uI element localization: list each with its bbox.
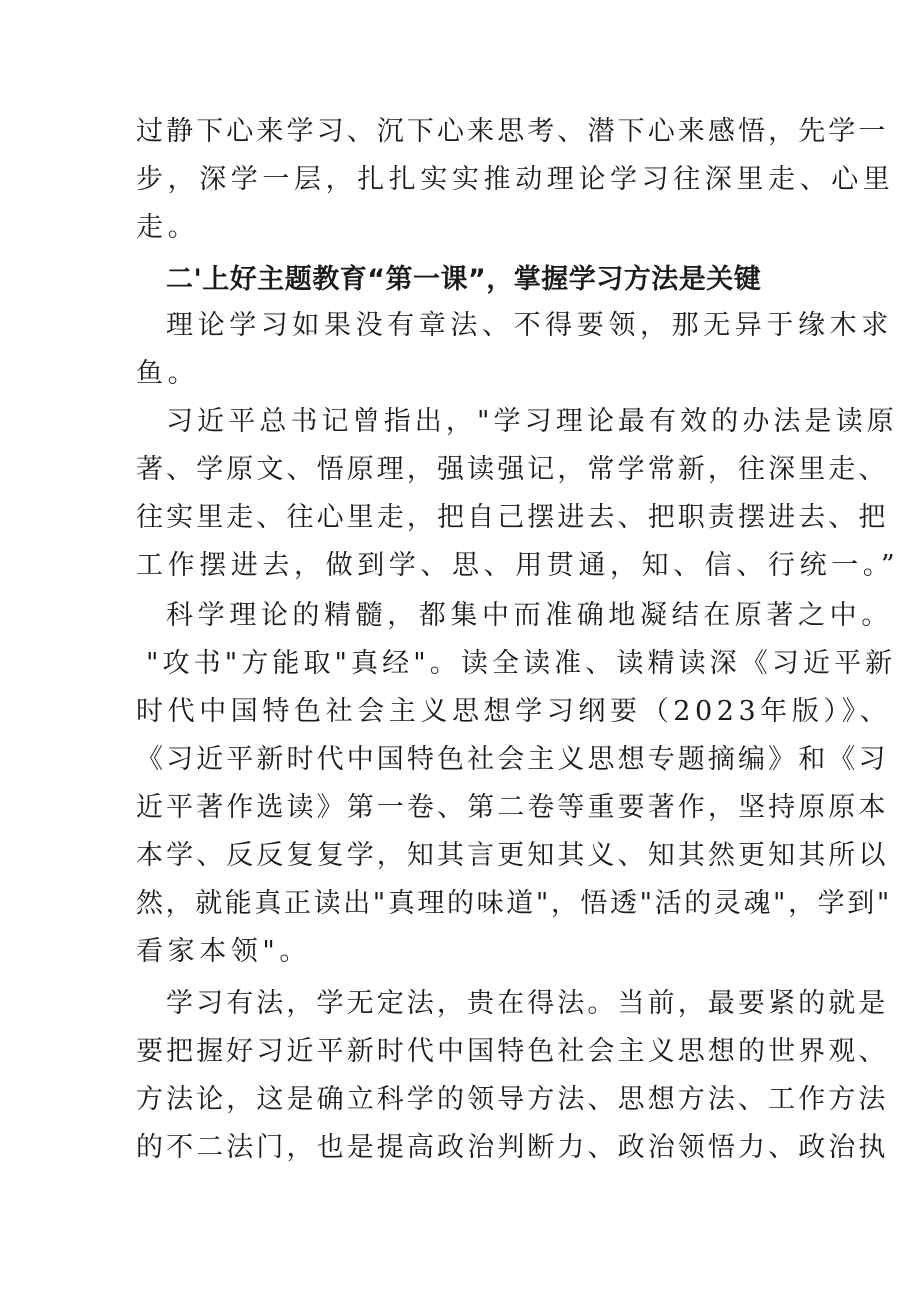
paragraph-3-line-1: 习近平总书记曾指出，"学习理论最有效的办法是读原: [166, 406, 898, 437]
paragraph-2-line-1: 理论学习如果没有章法、不得要领，那无异于缘木求: [166, 310, 893, 341]
paragraph-3-line-3: 往实里走、往心里走，把自己摆进去、把职责摆进去、把: [136, 502, 889, 533]
paragraph-4-line-8: 看家本领"。: [136, 936, 312, 967]
paragraph-3-line-4: 工作摆进去，做到学、思、用贯通，知、信、行统一。”: [136, 550, 900, 581]
paragraph-1-line-3: 走。: [136, 212, 200, 243]
paragraph-4-line-4: 《习近平新时代中国特色社会主义思想专题摘编》和《习: [136, 744, 889, 775]
paragraph-4-line-1: 科学理论的精髓，都集中而准确地凝结在原著之中。: [166, 600, 893, 631]
section-heading: 二'上好主题教育“第一课”，掌握学习方法是关键: [166, 264, 762, 295]
paragraph-1-line-2: 步，深学一层，扎扎实实推动理论学习往深里走、心里: [136, 164, 895, 195]
paragraph-1-line-1: 过静下心来学习、沉下心来思考、潜下心来感悟，先学一: [136, 116, 889, 147]
paragraph-5-line-4: 的不二法门，也是提高政治判断力、政治领悟力、政治执: [136, 1132, 889, 1163]
paragraph-5-line-2: 要把握好习近平新时代中国特色社会主义思想的世界观、: [136, 1036, 889, 1067]
paragraph-4-line-5: 近平著作选读》第一卷、第二卷等重要著作，坚持原原本: [136, 792, 889, 823]
paragraph-4-line-3: 时代中国特色社会主义思想学习纲要（2023年版）》、: [136, 696, 892, 727]
paragraph-4-line-7: 然，就能真正读出"真理的味道"，悟透"活的灵魂"，学到": [136, 888, 892, 919]
paragraph-5-line-3: 方法论，这是确立科学的领导方法、思想方法、工作方法: [136, 1084, 889, 1115]
paragraph-2-line-2: 鱼。: [136, 358, 200, 389]
paragraph-4-line-6: 本学、反反复复学，知其言更知其义、知其然更知其所以: [136, 840, 889, 871]
paragraph-5-line-1: 学习有法，学无定法，贵在得法。当前，最要紧的就是: [166, 988, 889, 1019]
paragraph-4-line-2: "攻书"方能取"真经"。读全读准、读精读深《习近平新: [146, 648, 897, 679]
paragraph-3-line-2: 著、学原文、悟原理，强读强记，常学常新，往深里走、: [136, 454, 889, 485]
